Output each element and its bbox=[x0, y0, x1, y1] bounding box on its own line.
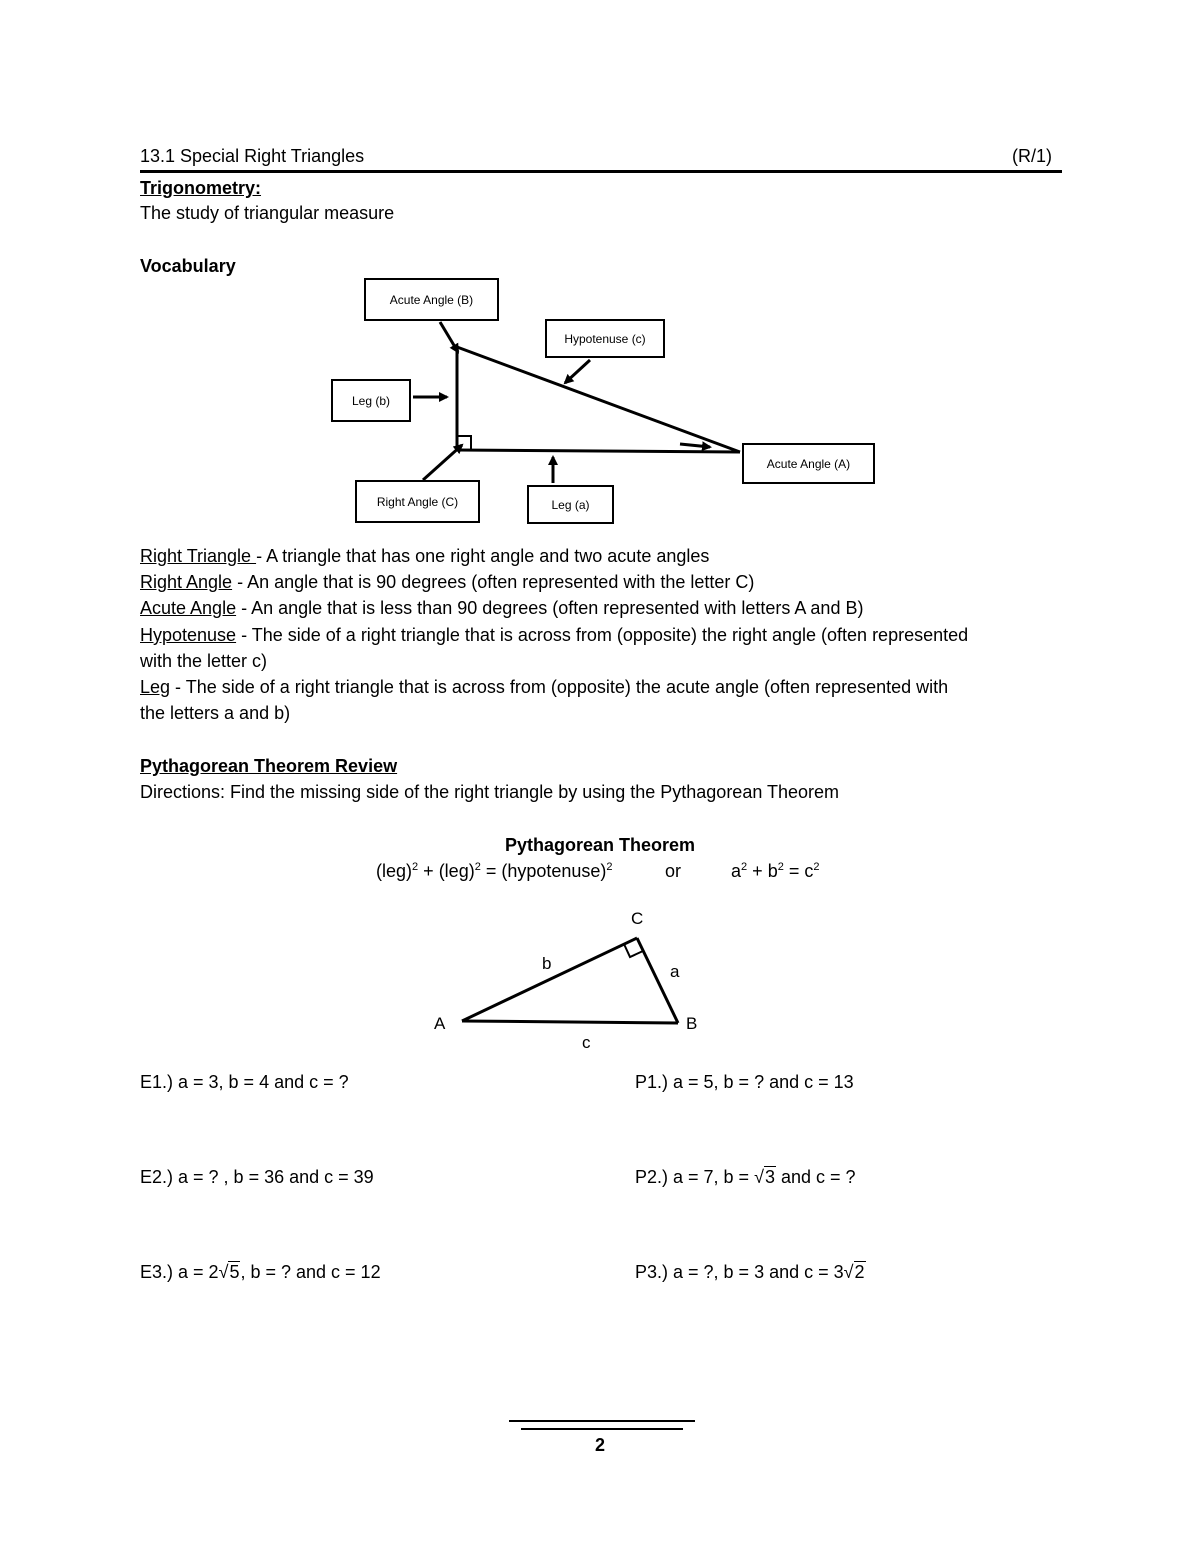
e3-prefix: E3.) a = 2 bbox=[140, 1262, 219, 1282]
vertex-b-label: B bbox=[686, 1014, 698, 1033]
radicand: 5 bbox=[229, 1262, 240, 1282]
radicand: 3 bbox=[764, 1167, 775, 1187]
page-number: 2 bbox=[594, 1435, 605, 1455]
term-right-angle: Right Angle bbox=[140, 572, 233, 592]
pythag-heading: Pythagorean Theorem Review bbox=[140, 756, 398, 776]
c-term: c bbox=[804, 861, 814, 881]
vocab-heading: Vocabulary bbox=[140, 256, 236, 276]
exponent: 2 bbox=[741, 861, 748, 873]
text-right-triangle: - A triangle that has one right angle and two acute angles bbox=[256, 546, 710, 566]
side-a-label: a bbox=[670, 962, 680, 981]
trig-definition: The study of triangular measure bbox=[140, 203, 395, 223]
section-code: (R/1) bbox=[1012, 146, 1052, 166]
vertex-a-label: A bbox=[434, 1014, 446, 1033]
exponent: 2 bbox=[813, 861, 820, 873]
exponent: 2 bbox=[412, 861, 419, 873]
plus-sign: + bbox=[423, 861, 434, 881]
exponent: 2 bbox=[474, 861, 481, 873]
or-text: or bbox=[665, 861, 682, 881]
term-acute-angle: Acute Angle bbox=[140, 598, 237, 618]
problem-p3 bbox=[635, 1259, 866, 1285]
def-leg-cont: the letters a and b) bbox=[140, 703, 291, 723]
problem-e1: E1.) a = 3, b = 4 and c = ? bbox=[140, 1072, 349, 1092]
b-term: b bbox=[767, 861, 778, 881]
exponent: 2 bbox=[606, 861, 613, 873]
term-hypotenuse: Hypotenuse bbox=[140, 625, 237, 645]
def-hypotenuse-cont: with the letter c) bbox=[140, 651, 268, 671]
text-leg: - The side of a right triangle that is across from (opposite) the acute angle (often represented with bbox=[170, 677, 949, 697]
p3-prefix: P3.) a = ?, b = 3 and c = 3 bbox=[635, 1262, 844, 1282]
theorem-title: Pythagorean Theorem bbox=[504, 835, 696, 855]
vertex-c-label: C bbox=[631, 909, 644, 928]
sqrt-3: √3 bbox=[754, 1167, 775, 1187]
directions-text: Find the missing side of the right triangle by using the Pythagorean Theorem bbox=[225, 782, 840, 802]
side-b bbox=[462, 938, 637, 1021]
footer-rule-top bbox=[509, 1420, 695, 1422]
leg-term-1: (leg) bbox=[376, 861, 413, 881]
text-hypotenuse: - The side of a right triangle that is across from (opposite) the right angle (often represented bbox=[236, 625, 969, 645]
label-leg-b: Leg (b) bbox=[331, 379, 411, 422]
a-term: a bbox=[731, 861, 742, 881]
page-title: 13.1 Special Right Triangles bbox=[140, 146, 365, 166]
label-leg-a: Leg (a) bbox=[527, 485, 614, 524]
directions-label: Directions: bbox=[140, 782, 226, 802]
text-right-angle: - An angle that is 90 degrees (often represented with the letter C) bbox=[232, 572, 755, 592]
hypotenuse-term: = (hypotenuse) bbox=[485, 861, 607, 881]
p2-prefix: P2.) a = 7, b = bbox=[635, 1167, 755, 1187]
leg-term-2: (leg) bbox=[438, 861, 475, 881]
exponent: 2 bbox=[777, 861, 784, 873]
side-b-label: b bbox=[542, 954, 552, 973]
term-right-triangle: Right Triangle bbox=[140, 546, 257, 566]
problem-p1: P1.) a = 5, b = ? and c = 13 bbox=[635, 1072, 854, 1092]
problem-e2: E2.) a = ? , b = 36 and c = 39 bbox=[140, 1167, 374, 1187]
label-right-angle-c: Right Angle (C) bbox=[355, 480, 480, 523]
sqrt-5: √5 bbox=[218, 1262, 240, 1282]
e3-suffix: , b = ? and c = 12 bbox=[240, 1262, 381, 1282]
label-acute-angle-a: Acute Angle (A) bbox=[742, 443, 875, 484]
problem-p2 bbox=[635, 1164, 856, 1190]
sqrt-2: √2 bbox=[843, 1262, 865, 1282]
equals-sign: = bbox=[788, 861, 800, 881]
side-c bbox=[462, 1021, 678, 1023]
p2-suffix: and c = ? bbox=[775, 1167, 856, 1187]
label-acute-angle-b: Acute Angle (B) bbox=[364, 278, 499, 321]
side-c-label: c bbox=[582, 1033, 591, 1052]
footer-rule-bottom bbox=[521, 1428, 683, 1430]
trig-heading: Trigonometry: bbox=[140, 178, 262, 198]
problem-e3 bbox=[140, 1259, 381, 1285]
label-hypotenuse: Hypotenuse (c) bbox=[545, 319, 665, 358]
term-leg: Leg bbox=[140, 677, 171, 697]
radicand: 2 bbox=[854, 1262, 865, 1282]
plus-sign: + bbox=[752, 861, 763, 881]
text-acute-angle: - An angle that is less than 90 degrees (often represented with letters A and B) bbox=[236, 598, 864, 618]
